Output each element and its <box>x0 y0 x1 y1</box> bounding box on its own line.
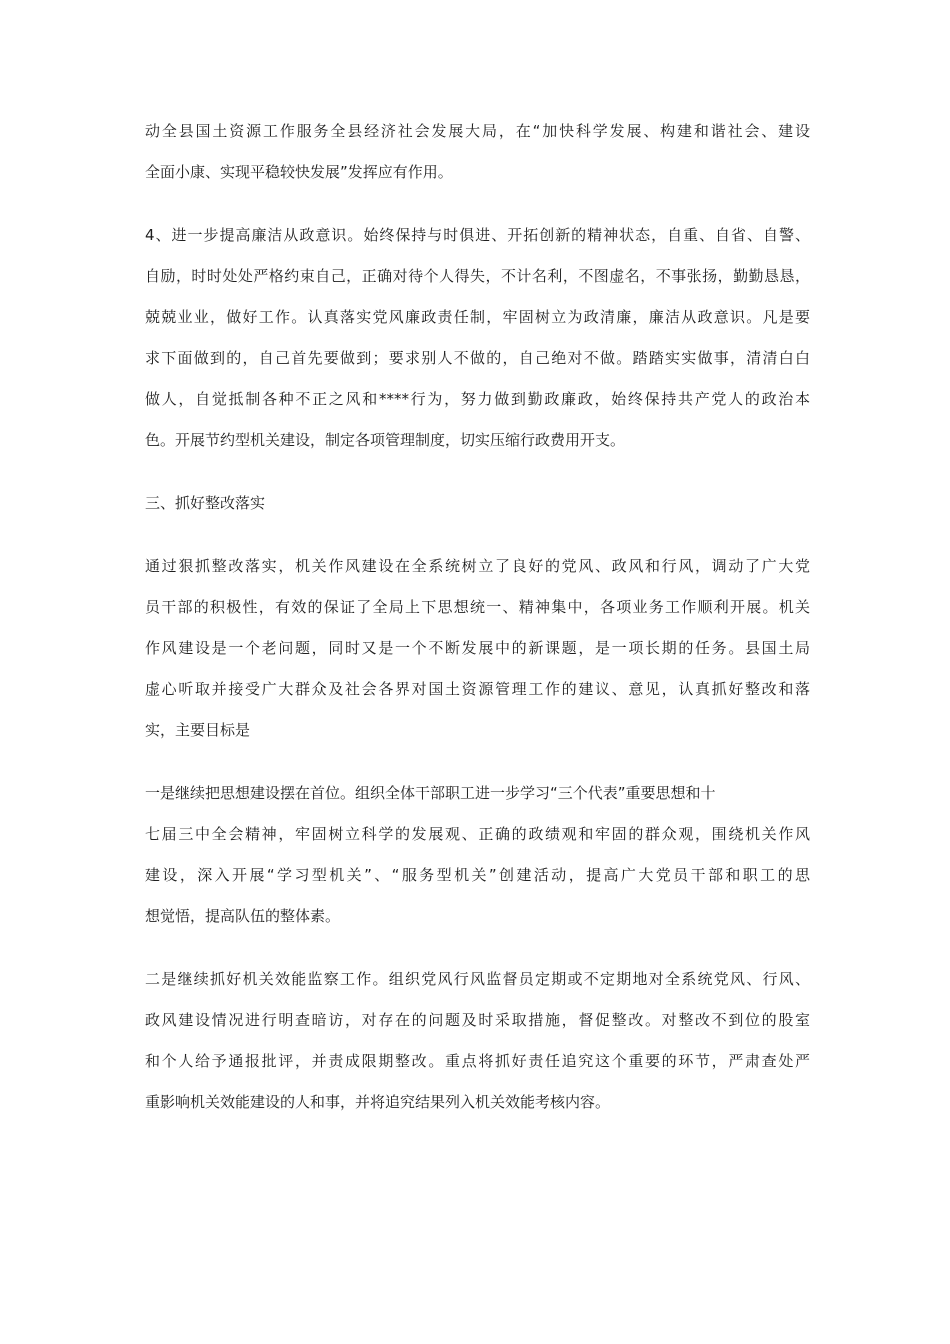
text-line: 一是继续把思想建设摆在首位。组织全体干部职工进一步学习“三个代表”重要思想和十 <box>145 784 716 802</box>
text-line: 色。开展节约型机关建设，制定各项管理制度，切实压缩行政费用开支。 <box>145 431 626 449</box>
text-line: 二是继续抓好机关效能监察工作。组织党风行风监督员定期或不定期地对全系统党风、行风、 <box>145 970 810 988</box>
text-line: 想觉悟，提高队伍的整体素。 <box>145 907 341 925</box>
paragraph <box>145 121 810 182</box>
text-line: 政风建设情况进行明查暗访，对存在的问题及时采取措施，督促整改。对整改不到位的股室 <box>145 1011 810 1029</box>
text-line: 通过狠抓整改落实，机关作风建设在全系统树立了良好的党风、政风和行风，调动了广大党 <box>145 557 810 575</box>
text-line: 作风建设是一个老问题，同时又是一个不断发展中的新课题，是一项长期的任务。县国土局 <box>145 639 810 657</box>
text-line: 虚心听取并接受广大群众及社会各界对国土资源管理工作的建议、意见，认真抓好整改和落 <box>145 680 810 698</box>
text-line: 重影响机关效能建设的人和事，并将追究结果列入机关效能考核内容。 <box>145 1093 611 1111</box>
text-line: 动全县国土资源工作服务全县经济社会发展大局，在“加快科学发展、构建和谐社会、建设 <box>145 122 810 140</box>
text-line: 实，主要目标是 <box>145 721 251 739</box>
paragraph <box>145 783 810 926</box>
section-heading <box>145 493 810 513</box>
text-line: 做人，自觉抵制各种不正之风和****行为，努力做到勤政廉政，始终保持共产党人的政治本 <box>145 390 810 408</box>
text-line: 求下面做到的，自己首先要做到；要求别人不做的，自己绝对不做。踏踏实实做事，清清白白 <box>145 349 810 367</box>
text-line: 4、进一步提高廉洁从政意识。始终保持与时俱进、开拓创新的精神状态，自重、自省、自警、 <box>145 226 810 244</box>
text-line: 七届三中全会精神，牢固树立科学的发展观、正确的政绩观和牢固的群众观，围绕机关作风 <box>145 825 810 843</box>
paragraph <box>145 556 810 740</box>
text-line: 员干部的积极性，有效的保证了全局上下思想统一、精神集中，各项业务工作顺利开展。机关 <box>145 598 810 616</box>
text-line: 建设，深入开展“学习型机关”、“服务型机关”创建活动，提高广大党员干部和职工的思 <box>145 866 810 884</box>
paragraph <box>145 969 810 1112</box>
text-line: 全面小康、实现平稳较快发展”发挥应有作用。 <box>145 163 453 181</box>
paragraph <box>145 225 810 450</box>
text-line: 三、抓好整改落实 <box>145 494 266 512</box>
text-line: 和个人给予通报批评，并责成限期整改。重点将抓好责任追究这个重要的环节，严肃查处严 <box>145 1052 810 1070</box>
document-body <box>145 121 810 1112</box>
text-line: 兢兢业业，做好工作。认真落实党风廉政责任制，牢固树立为政清廉，廉洁从政意识。凡是要 <box>145 308 810 326</box>
text-line: 自励，时时处处严格约束自己，正确对待个人得失，不计名利，不图虚名，不事张扬，勤勤恳恳， <box>145 267 810 285</box>
